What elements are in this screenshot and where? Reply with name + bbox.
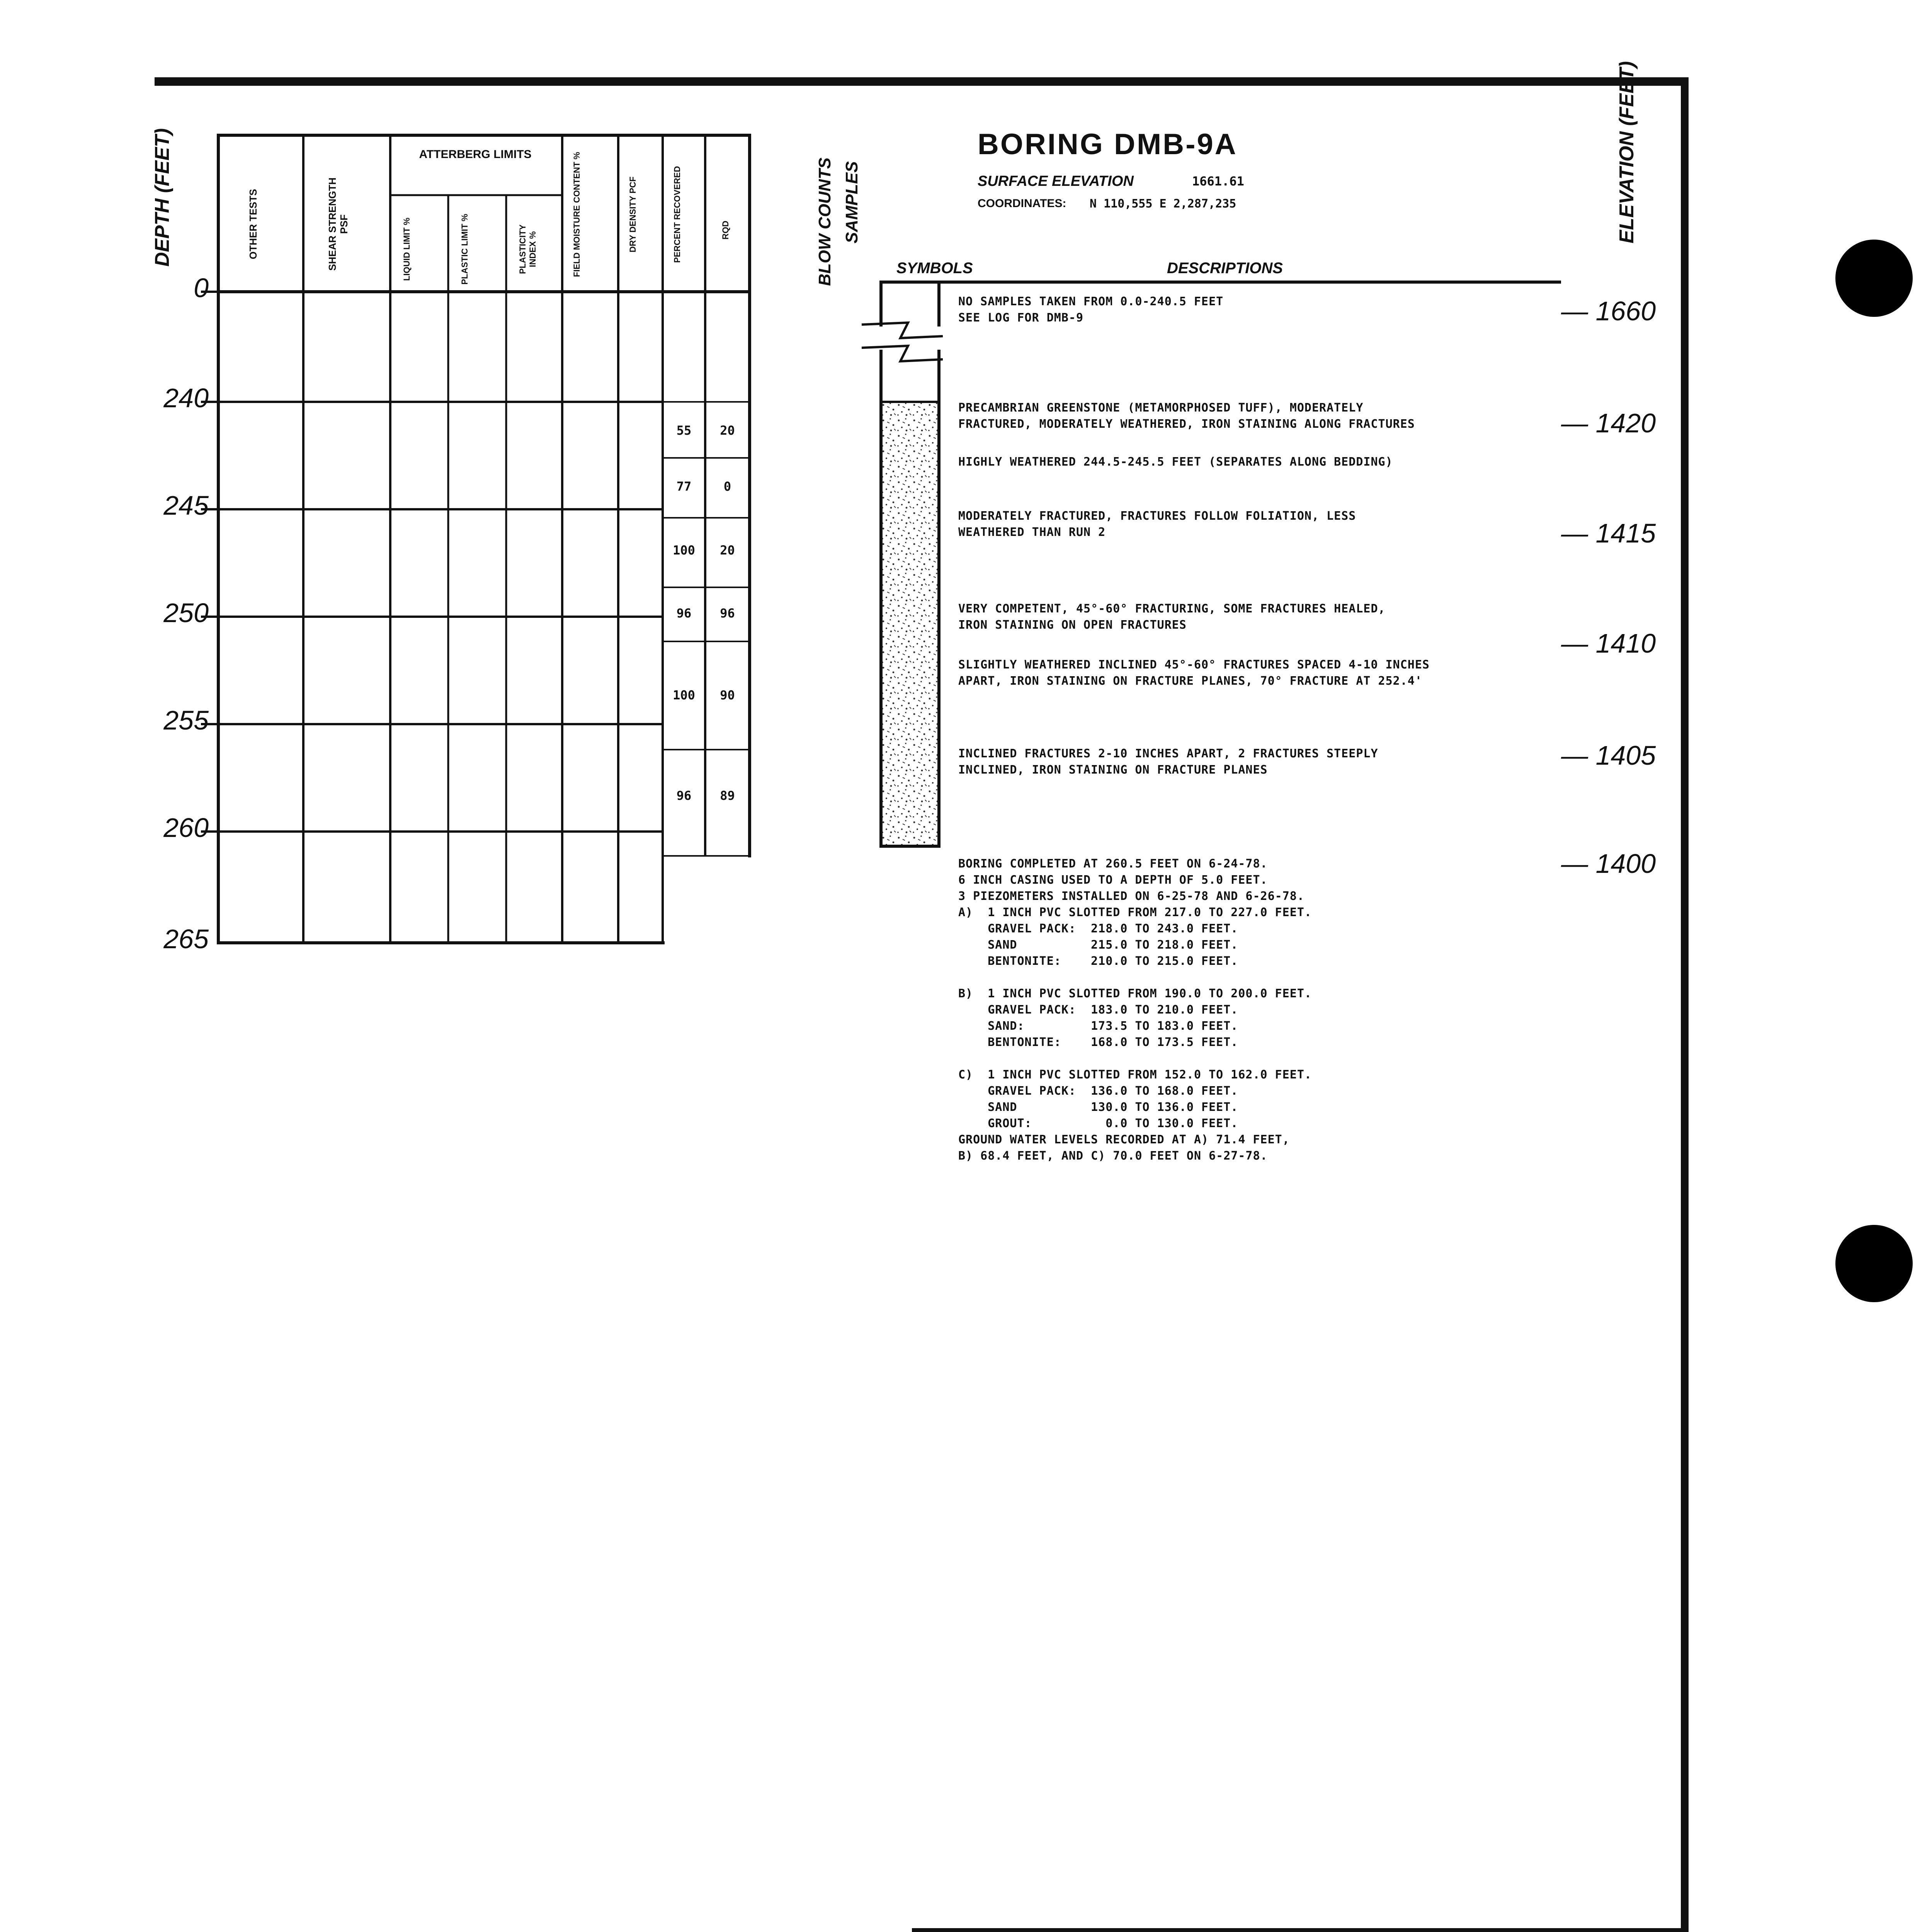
elevation-1400: — 1400	[1561, 849, 1656, 879]
surface-elevation-label: SURFACE ELEVATION	[978, 173, 1134, 189]
atterberg-header: ATTERBERG LIMITS	[419, 148, 532, 161]
depth-label-260: 260	[163, 813, 209, 843]
samples-header: SAMPLES	[842, 161, 861, 243]
description-moderately-fractured: MODERATELY FRACTURED, FRACTURES FOLLOW FOLIATION, LESS WEATHERED THAN RUN 2	[958, 509, 1356, 539]
description-inclined-fractures: INCLINED FRACTURES 2-10 INCHES APART, 2 FRACTURES STEEPLY INCLINED, IRON STAINING ON FRACTURE PLANES	[958, 747, 1378, 777]
boring-symbol-column	[0, 0, 1623, 889]
recovered-run-4: 96	[676, 606, 692, 621]
recovered-run-3: 100	[673, 543, 695, 558]
elevation-1410: — 1410	[1561, 628, 1656, 658]
description-slightly-weathered: SLIGHTLY WEATHERED INCLINED 45°-60° FRACTURES SPACED 4-10 INCHES APART, IRON STAINING ON FRACTURE PLANES, 70° FRACTURE AT 252.4'	[958, 658, 1430, 688]
shear-strength-header: SHEAR STRENGTH PSF	[327, 177, 350, 271]
description-greenstone: PRECAMBRIAN GREENSTONE (METAMORPHOSED TUFF), MODERATELY FRACTURED, MODERATELY WEATHERED, IRON STAINING ALONG FRACTURES	[958, 401, 1415, 431]
recovered-run-5: 100	[673, 688, 695, 702]
plasticity-index-header: PLASTICITY INDEX %	[518, 224, 537, 274]
rqd-run-3: 20	[720, 543, 735, 558]
description-highly-weathered: HIGHLY WEATHERED 244.5-245.5 FEET (SEPARATES ALONG BEDDING)	[958, 455, 1393, 469]
binder-hole-1	[1835, 240, 1913, 317]
elevation-1415: — 1415	[1561, 518, 1656, 548]
rqd-run-4: 96	[720, 606, 735, 621]
elevation-1405: — 1405	[1561, 740, 1656, 770]
dry-density-header: DRY DENSITY PCF	[628, 176, 638, 253]
percent-recovered-header: PERCENT RECOVERED	[672, 166, 682, 263]
depth-label-240: 240	[163, 383, 209, 413]
blow-counts-header: BLOW COUNTS	[815, 157, 834, 286]
depth-label-250: 250	[163, 598, 209, 628]
right-border	[1681, 77, 1689, 1932]
plastic-limit-header: PLASTIC LIMIT %	[460, 214, 469, 285]
recovered-run-2: 77	[676, 479, 692, 494]
coordinates-label: COORDINATES:	[978, 197, 1066, 210]
rqd-run-2: 0	[723, 479, 731, 494]
rqd-header: RQD	[721, 221, 730, 240]
surface-elevation-value: 1661.61	[1192, 174, 1244, 189]
depth-label-245: 245	[163, 490, 209, 520]
elevation-1420: — 1420	[1561, 408, 1656, 438]
depth-label-255: 255	[163, 705, 209, 735]
elevation-1660: — 1660	[1561, 296, 1656, 326]
rqd-run-1: 20	[720, 423, 735, 438]
liquid-limit-header: LIQUID LIMIT %	[402, 218, 412, 281]
symbols-header: SYMBOLS	[896, 260, 973, 277]
title-block	[912, 1928, 1681, 1932]
rqd-run-5: 90	[720, 688, 735, 702]
depth-header: DEPTH (FEET)	[151, 128, 173, 267]
recovered-run-6: 96	[676, 788, 692, 803]
description-no-samples: NO SAMPLES TAKEN FROM 0.0-240.5 FEET SEE LOG FOR DMB-9	[958, 295, 1224, 325]
descriptions-header: DESCRIPTIONS	[1167, 260, 1283, 277]
boring-notes: BORING COMPLETED AT 260.5 FEET ON 6-24-78. 6 INCH CASING USED TO A DEPTH OF 5.0 FEET. 3 PIEZOMETERS INSTALLED ON 6-25-78 AND 6-26-78. A) 1 INCH PVC SLOTTED FROM 217.0 TO 227.0 FEET. GRAVEL PACK: 218.0 TO 243.0 FEET. SAND 215.0 TO 218.0 FEET. BENTONITE: 210.0 TO 215.0 FEET. B) 1 INCH PVC SLOTTED FROM 190.0 TO 200.0 FEET. GRAVEL PACK: 183.0 TO 210.0 FEET. SAND: 173.5 TO 183.0 FEET. BENTONITE: 168.0 TO 173.5 FEET. C) 1 INCH PVC SLOTTED FROM 152.0 TO 162.0 FEET. GRAVEL PACK: 136.0 TO 168.0 FEET. SAND 130.0 TO 136.0 FEET. GROUT: 0.0 TO 130.0 FEET. GROUND WATER LEVELS RECORDED AT A) 71.4 FEET, B) 68.4 FEET, AND C) 70.0 FEET ON 6-27-78.	[958, 857, 1312, 1163]
depth-label-0: 0	[194, 273, 209, 303]
description-very-competent: VERY COMPETENT, 45°-60° FRACTURING, SOME FRACTURES HEALED, IRON STAINING ON OPEN FRACTURES	[958, 602, 1386, 632]
boring-title: BORING DMB-9A	[978, 128, 1238, 161]
rqd-run-6: 89	[720, 788, 735, 803]
depth-label-265: 265	[163, 924, 209, 954]
coordinates-value: N 110,555 E 2,287,235	[1090, 197, 1236, 211]
elevation-header: ELEVATION (FEET)	[1616, 61, 1638, 243]
binder-hole-2	[1835, 1225, 1913, 1302]
other-tests-header: OTHER TESTS	[247, 189, 259, 260]
recovered-run-1: 55	[676, 423, 692, 438]
field-moisture-header: FIELD MOISTURE CONTENT %	[572, 152, 582, 277]
